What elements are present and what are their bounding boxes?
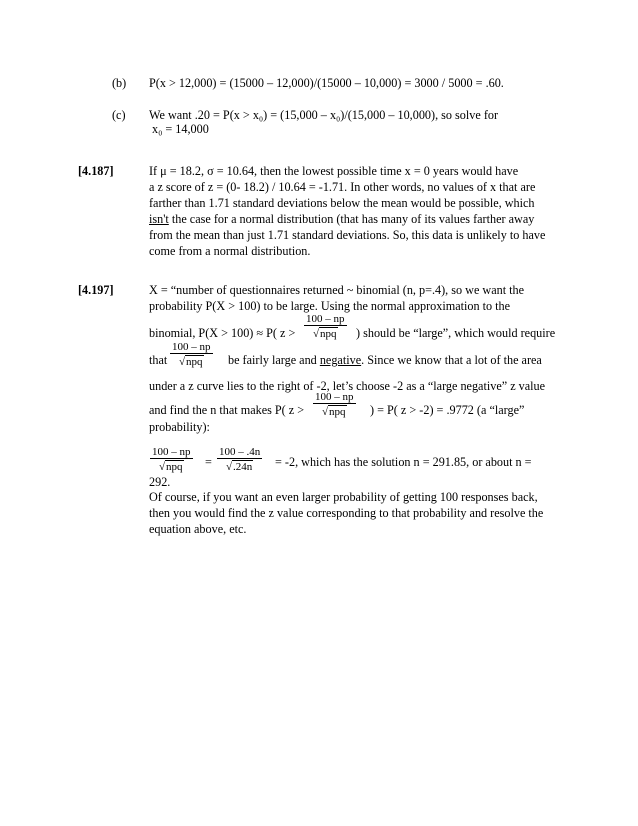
item-c-text: We want .20 = P(x > x₀) = (15,000 – x₀)/(15,000 – 10,000), so solve for: [149, 108, 499, 122]
problem-4-187-line1: If μ = 18.2, σ = 10.64, then the lowest possible time x = 0 years would have: [149, 164, 519, 178]
item-c-text2: x₀ = 14,000: [152, 122, 209, 136]
problem-4-187-line5: from the mean than just 1.71 standard deviations. So, this data is unlikely to have: [149, 228, 546, 242]
fraction-z-1-den: npq: [320, 328, 337, 340]
eq-tail: = -2, which has the solution n = 291.85, or about n =: [275, 455, 532, 469]
problem-4-197-line12: equation above, etc.: [149, 522, 247, 536]
item-b-label: (b): [112, 76, 127, 90]
problem-4-197-line2: probability P(X > 100) to be large. Using the normal approximation to the: [149, 299, 511, 313]
fraction-z-2-den: npq: [186, 356, 203, 368]
problem-4-197-line9: 292.: [149, 475, 171, 489]
problem-4-197-line3a: binomial, P(X > 100) ≈ P( z >: [149, 326, 296, 340]
problem-4-197-line3b: ) should be “large”, which would require: [356, 326, 556, 340]
problem-4-197-label: [4.197]: [78, 283, 114, 297]
problem-4-187-line6: come from a normal distribution.: [149, 244, 311, 258]
problem-4-187-line2: a z score of z = (0- 18.2) / 10.64 = -1.71. In other words, no values of x that are: [149, 180, 536, 194]
negative-underlined: negative: [319, 353, 362, 367]
fraction-eq-right-den: .24n: [233, 461, 253, 473]
item-b-text: P(x > 12,000) = (15000 – 12,000)/(15000 – 10,000) = 3000 / 5000 = .60.: [149, 76, 504, 90]
fraction-z-2-num: 100 – np: [172, 341, 211, 353]
fraction-eq-left-num: 100 – np: [152, 446, 191, 458]
problem-4-197-line7: probability):: [149, 420, 210, 434]
eq-equals: =: [205, 455, 212, 469]
problem-4-187-line4: isn't the case for a normal distribution (that has many of its values farther away: [149, 212, 535, 226]
problem-4-197-line6b: ) = P( z > -2) = .9772 (a “large”: [370, 403, 525, 417]
problem-4-187-line3: farther than 1.71 standard deviations below the mean would be possible, which: [149, 196, 535, 210]
problem-4-197-line11: then you would find the z value corresponding to that probability and resolve the: [149, 506, 544, 520]
fraction-z-3: 100 – np √npq: [315, 391, 354, 418]
problem-4-197-line5: under a z curve lies to the right of -2, let’s choose -2 as a “large negative” z value: [149, 379, 546, 393]
fraction-z-1: 100 – np √npq: [306, 313, 345, 340]
problem-4-187-label: [4.187]: [78, 164, 114, 178]
fraction-eq-left: 100 – np √npq: [152, 446, 191, 473]
item-c-label: (c): [112, 108, 126, 122]
fraction-eq-right-num: 100 – .4n: [219, 446, 261, 458]
problem-4-197-line4a: that: [149, 353, 168, 367]
problem-4-197-line10: Of course, if you want an even larger probability of getting 100 responses back,: [149, 490, 538, 504]
fraction-eq-left-den: npq: [166, 461, 183, 473]
fraction-z-2: 100 – np √npq: [172, 341, 211, 368]
fraction-eq-right: $\frac{100 - .4n}{√.24n}$: [219, 446, 261, 473]
problem-4-197-line4: be fairly large and negative. Since we know that a lot of the area: [228, 353, 542, 367]
isnt-underlined: isn't: [149, 212, 169, 226]
fraction-z-1-num: 100 – np: [306, 313, 345, 325]
problem-4-197-line1: X = “number of questionnaires returned ~ binomial (n, p=.4), so we want the: [149, 283, 525, 297]
fraction-z-3-den: npq: [329, 406, 346, 418]
problem-4-197-line6a: and find the n that makes P( z >: [149, 403, 305, 417]
fraction-z-3-num: 100 – np: [315, 391, 354, 403]
